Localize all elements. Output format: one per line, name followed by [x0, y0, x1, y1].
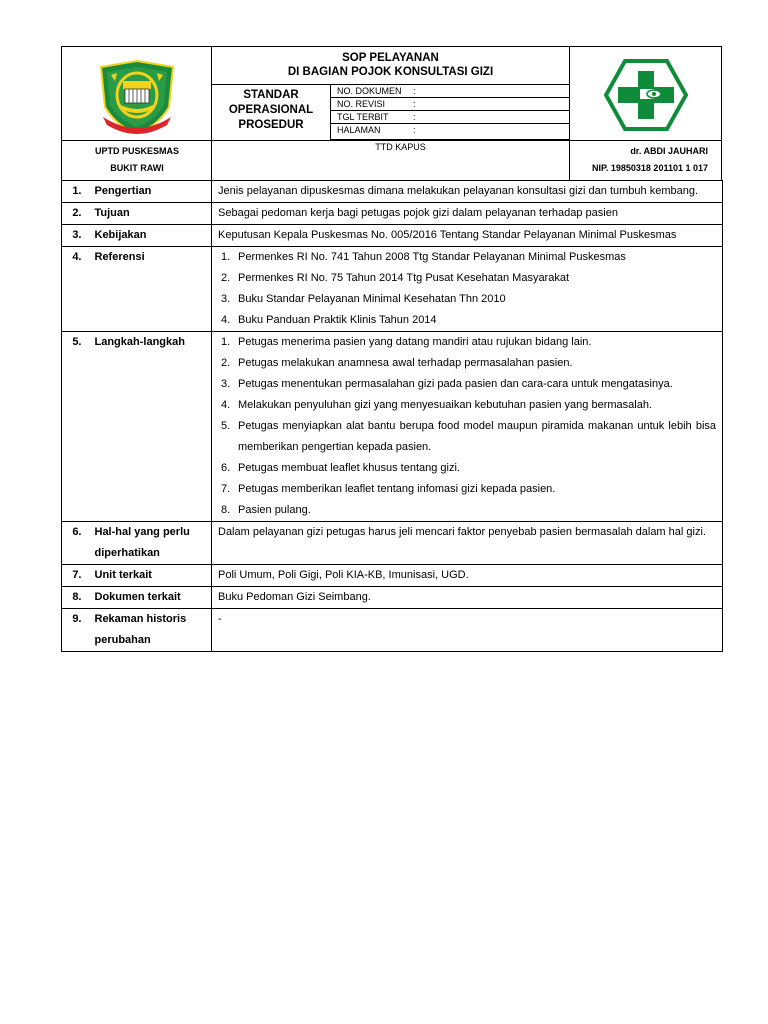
- list-item: 3. Buku Standar Pelayanan Minimal Kesehatan Thn 2010: [221, 293, 506, 305]
- reference-list: [212, 247, 723, 332]
- section-text: Jenis pelayanan dipuskesmas dimana melakukan pelayanan konsultasi gizi dan tumbuh kembang.: [212, 181, 723, 203]
- list-item: 4. Buku Panduan Praktik Klinis Tahun 2014: [221, 314, 437, 326]
- document-fields: [331, 85, 569, 140]
- section-text: Sebagai pedoman kerja bagi petugas pojok gizi dalam pelayanan terhadap pasien: [212, 203, 723, 225]
- standard-label: STANDAR OPERASIONAL PROSEDUR: [212, 85, 331, 140]
- regency-emblem-icon: [97, 59, 177, 135]
- steps-list: [212, 332, 723, 522]
- table-row: 5. Langkah-langkah 1. Petugas menerima pasien yang datang mandiri atau rujukan bidang lain. 2. Petugas melakukan anamnesa awal terhadap permasalahan pasien. 3. Petugas menentukan permasalahan gizi pada pasien dan cara-cara untuk mengatasinya. 4. Melakukan penyuluhan gizi yang menyesuaikan kebutuhan pasien yang bermasalah. 5. Petugas menyiapkan alat bantu berupa food model maupun piramida makanan untuk lebih bisa memberikan pengertian kepada pasien. 6. Petugas membuat leaflet khusus tentang gizi. 7. Petugas memberikan leaflet tentang infomasi gizi kepada pasien. 8. Pasien pulang.: [62, 332, 723, 522]
- list-item: 3. Petugas menentukan permasalahan gizi pada pasien dan cara-cara untuk mengatasinya.: [221, 378, 673, 390]
- table-row: 1. Pengertian Jenis pelayanan dipuskesmas dimana melakukan pelayanan konsultasi gizi dan tumbuh kembang.: [62, 181, 723, 203]
- table-row: 6. Hal-hal yang perlu diperhatikan Dalam pelayanan gizi petugas harus jeli mencari faktor penyebab pasien bermasalah dalam hal gizi.: [62, 522, 723, 565]
- table-row: 7. Unit terkait Poli Umum, Poli Gigi, Poli KIA-KB, Imunisasi, UGD.: [62, 565, 723, 587]
- document-title: SOP PELAYANAN DI BAGIAN POJOK KONSULTASI GIZI: [212, 47, 569, 85]
- doc-field-revision: NO. REVISI :: [331, 98, 569, 111]
- doc-field-page: HALAMAN :: [331, 124, 569, 140]
- puskesmas-cross-icon: [604, 59, 688, 131]
- header-middle: [212, 47, 569, 180]
- table-row: 9. Rekaman historis perubahan -: [62, 609, 723, 652]
- section-text: Buku Pedoman Gizi Seimbang.: [212, 587, 723, 609]
- organization-name: UPTD PUSKESMAS BUKIT RAWI: [94, 146, 179, 173]
- puskesmas-logo-cell: [569, 47, 721, 180]
- table-row: 3. Kebijakan Keputusan Kepala Puskesmas No. 005/2016 Tentang Standar Pelayanan Minimal Puskesmas: [62, 225, 723, 247]
- section-text: Dalam pelayanan gizi petugas harus jeli mencari faktor penyebab pasien bermasalah dalam hal gizi.: [212, 522, 723, 565]
- logo-cell: [62, 47, 212, 180]
- list-item: 2. Petugas melakukan anamnesa awal terhadap permasalahan pasien.: [221, 357, 573, 369]
- section-text: Keputusan Kepala Puskesmas No. 005/2016 Tentang Standar Pelayanan Minimal Puskesmas: [212, 225, 723, 247]
- list-item: 6. Petugas membuat leaflet khusus tentang gizi.: [221, 462, 460, 474]
- section-text: Poli Umum, Poli Gigi, Poli KIA-KB, Imunisasi, UGD.: [212, 565, 723, 587]
- doc-field-number: NO. DOKUMEN :: [331, 85, 569, 98]
- list-item: 4. Melakukan penyuluhan gizi yang menyesuaikan kebutuhan pasien yang bermasalah.: [221, 399, 652, 411]
- list-item: 2. Permenkes RI No. 75 Tahun 2014 Ttg Pusat Kesehatan Masyarakat: [221, 272, 570, 284]
- doc-field-issue-date: TGL TERBIT :: [331, 111, 569, 124]
- table-row: 4. Referensi 1. Permenkes RI No. 741 Tahun 2008 Ttg Standar Pelayanan Minimal Puskesmas 2. Permenkes RI No. 75 Tahun 2014 Ttg Pusat Kesehatan Masyarakat 3. Buku Standar Pelayanan Minimal Kesehatan Thn 2010 4. Buku Panduan Praktik Klinis Tahun 2014: [62, 247, 723, 332]
- table-row: 8. Dokumen terkait Buku Pedoman Gizi Seimbang.: [62, 587, 723, 609]
- list-item: 1. Permenkes RI No. 741 Tahun 2008 Ttg Standar Pelayanan Minimal Puskesmas: [221, 251, 626, 263]
- section-text: -: [212, 609, 723, 652]
- list-item: 5. Petugas menyiapkan alat bantu berupa food model maupun piramida makanan untuk lebih bisa memberikan pengertian kepada pasien.: [221, 420, 716, 453]
- list-item: 7. Petugas memberikan leaflet tentang infomasi gizi kepada pasien.: [221, 483, 556, 495]
- sop-document: [61, 46, 722, 652]
- signature-label: TTD KAPUS: [375, 142, 426, 152]
- list-item: 8. Pasien pulang.: [221, 504, 311, 516]
- sop-content-table: [61, 180, 723, 652]
- document-header: [61, 46, 722, 181]
- head-of-puskesmas: dr. ABDI JAUHARI NIP. 19850318 201101 1 017: [592, 146, 708, 173]
- table-row: 2. Tujuan Sebagai pedoman kerja bagi petugas pojok gizi dalam pelayanan terhadap pasien: [62, 203, 723, 225]
- list-item: 1. Petugas menerima pasien yang datang mandiri atau rujukan bidang lain.: [221, 336, 592, 348]
